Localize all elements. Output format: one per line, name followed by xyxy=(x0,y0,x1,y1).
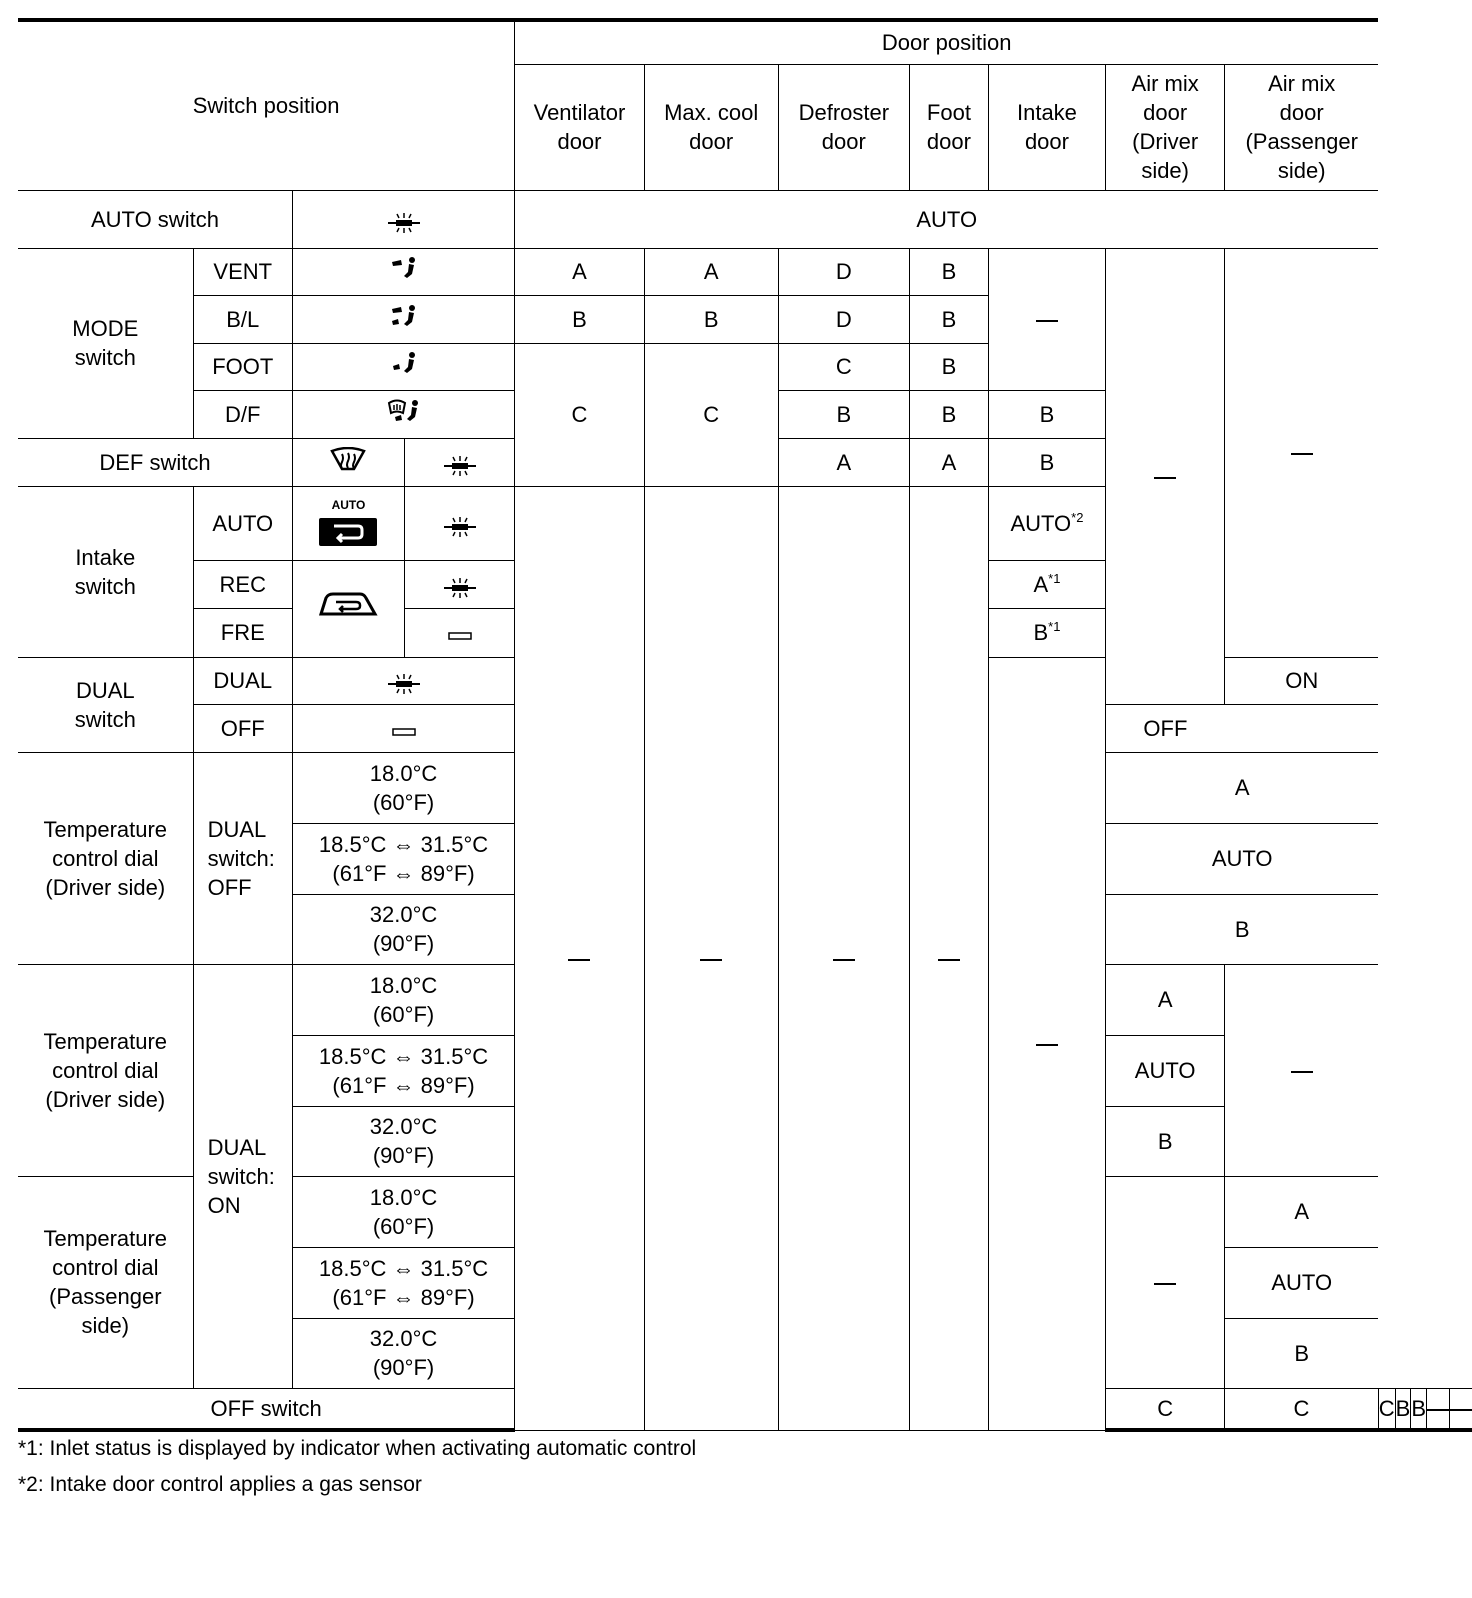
temp-driver-off-label: Temperature control dial (Driver side) xyxy=(18,752,193,964)
def-switch-icon-cell xyxy=(292,438,404,486)
intake-rec-indicator xyxy=(405,560,515,608)
mode-intake-dash xyxy=(988,248,1105,390)
door-position-table xyxy=(18,18,1472,1432)
indicator-on-icon xyxy=(443,576,477,596)
off-intake: B xyxy=(1411,1388,1427,1430)
def-foot: A xyxy=(910,438,989,486)
intake-auto-value-text: AUTO xyxy=(1010,510,1072,536)
foot-mode-icon xyxy=(390,351,418,382)
driver-airmix-auto: AUTO xyxy=(1106,1035,1225,1106)
def-switch-label: DEF switch xyxy=(18,438,292,486)
indicator-on-icon xyxy=(443,454,477,474)
bl-defroster: D xyxy=(778,295,909,343)
max-cool-door-header: Max. cool door xyxy=(644,64,778,190)
intake-dash-lower xyxy=(988,657,1105,1430)
def-foot-mode-icon xyxy=(387,399,421,430)
mode-bl-label: B/L xyxy=(193,295,292,343)
temp-setting-high: 32.0°C (90°F) xyxy=(292,1106,514,1176)
mode-df-label: D/F xyxy=(193,390,292,438)
air-mix-driver-header: Air mix door (Driver side) xyxy=(1106,64,1225,190)
intake-auto-icon-cell xyxy=(292,486,404,560)
recirculation-icon xyxy=(318,590,378,627)
temp-setting-range: 18.5°C ⇔ 31.5°C (61°F ⇔ 89°F) xyxy=(292,1247,514,1318)
driver-airmix-dash-lower xyxy=(1106,1176,1225,1388)
airmix-both-a: A xyxy=(1106,752,1379,823)
mode-bl-icon-cell xyxy=(292,295,514,343)
passenger-airmix-auto: AUTO xyxy=(1225,1247,1379,1318)
dual-on-indicator xyxy=(292,657,514,704)
vent-foot: B xyxy=(910,248,989,295)
off-passenger-airmix-dash xyxy=(1450,1388,1472,1430)
dual-off-indicator xyxy=(292,704,514,752)
temp-setting-high: 32.0°C (90°F) xyxy=(292,1318,514,1388)
intake-auto-indicator xyxy=(405,486,515,560)
intake-rec-value xyxy=(988,560,1105,608)
def-switch-indicator xyxy=(405,438,515,486)
temp-setting-high: 32.0°C (90°F) xyxy=(292,894,514,964)
temp-driver-on-label: Temperature control dial (Driver side) xyxy=(18,964,193,1176)
footnote-ref: *1 xyxy=(1048,619,1061,634)
temp-setting-range: 18.5°C ⇔ 31.5°C (61°F ⇔ 89°F) xyxy=(292,1035,514,1106)
driver-airmix-a: A xyxy=(1106,964,1225,1035)
dual-on-state-label: DUAL switch: ON xyxy=(193,964,292,1388)
vent-mode-icon xyxy=(390,256,418,287)
bl-max-cool: B xyxy=(644,295,778,343)
df-defroster: B xyxy=(778,390,909,438)
intake-rec-value-text: A xyxy=(1033,571,1049,597)
off-defroster: C xyxy=(1378,1388,1395,1430)
passenger-airmix-b: B xyxy=(1225,1318,1379,1388)
footnote-2: *2: Intake door control applies a gas sensor xyxy=(18,1473,422,1496)
driver-airmix-dash-upper xyxy=(1106,248,1225,704)
auto-switch-label: AUTO switch xyxy=(18,190,292,248)
intake-fre-value xyxy=(988,608,1105,657)
mode-foot-label: FOOT xyxy=(193,343,292,390)
mode-df-icon-cell xyxy=(292,390,514,438)
indicator-off-icon xyxy=(387,720,421,740)
footnote-ref: *1 xyxy=(1048,570,1061,586)
defroster-door-header: Defroster door xyxy=(778,64,909,190)
vent-ventilator: A xyxy=(515,248,645,295)
off-max-cool: C xyxy=(1225,1388,1379,1430)
footnote-1: *1: Inlet status is displayed by indicator when activating automatic control xyxy=(18,1437,697,1460)
temp-passenger-label: Temperature control dial (Passenger side) xyxy=(18,1176,193,1388)
passenger-airmix-dash-upper xyxy=(1225,248,1379,657)
dual-on-label: DUAL xyxy=(193,657,292,704)
ventilator-door-header: Ventilator door xyxy=(515,64,645,190)
intake-rec-icon-cell xyxy=(292,560,404,657)
dual-switch-label: DUAL switch xyxy=(18,657,193,752)
intake-switch-label: Intake switch xyxy=(18,486,193,657)
foot-dash xyxy=(910,486,989,1430)
intake-fre-indicator xyxy=(405,608,515,657)
driver-airmix-b: B xyxy=(1106,1106,1225,1176)
temp-setting-range: 18.5°C ⇔ 31.5°C (61°F ⇔ 89°F) xyxy=(292,823,514,894)
bilevel-mode-icon xyxy=(390,304,418,335)
off-ventilator: C xyxy=(1106,1388,1225,1430)
indicator-off-icon xyxy=(443,624,477,644)
temp-setting-low: 18.0°C (60°F) xyxy=(292,964,514,1035)
intake-rec-label: REC xyxy=(193,560,292,608)
foot-defroster: C xyxy=(778,343,909,390)
passenger-airmix-a: A xyxy=(1225,1176,1379,1247)
bl-ventilator: B xyxy=(515,295,645,343)
intake-fre-label: FRE xyxy=(193,608,292,657)
lower-max-cool: C xyxy=(644,343,778,486)
mode-foot-icon-cell xyxy=(292,343,514,390)
foot-foot: B xyxy=(910,343,989,390)
off-switch-label: OFF switch xyxy=(18,1388,515,1430)
airmix-both-b: B xyxy=(1106,894,1379,964)
df-intake: B xyxy=(988,390,1105,438)
auto-switch-value: AUTO xyxy=(515,190,1379,248)
auto-switch-indicator xyxy=(292,190,514,248)
vent-defroster: D xyxy=(778,248,909,295)
airmix-both-auto: AUTO xyxy=(1106,823,1379,894)
footnote-ref: *2 xyxy=(1071,509,1084,525)
dual-off-state-label: DUAL switch: OFF xyxy=(193,752,292,964)
mode-switch-label: MODE switch xyxy=(18,248,193,438)
passenger-airmix-dash-middle xyxy=(1225,964,1379,1176)
indicator-on-icon xyxy=(443,515,477,535)
vent-max-cool: A xyxy=(644,248,778,295)
defroster-dash xyxy=(778,486,909,1430)
mode-vent-icon-cell xyxy=(292,248,514,295)
df-foot: B xyxy=(910,390,989,438)
max-cool-dash xyxy=(644,486,778,1430)
auto-intake-icon xyxy=(318,498,378,548)
intake-auto-value xyxy=(988,486,1105,560)
intake-auto-label: AUTO xyxy=(193,486,292,560)
switch-position-header: Switch position xyxy=(18,20,515,190)
ventilator-dash xyxy=(515,486,645,1430)
temp-setting-low: 18.0°C (60°F) xyxy=(292,752,514,823)
foot-door-header: Foot door xyxy=(910,64,989,190)
defroster-icon xyxy=(330,447,366,478)
auto-intake-icon-text: AUTO xyxy=(331,498,366,512)
intake-door-header: Intake door xyxy=(988,64,1105,190)
temp-setting-low: 18.0°C (60°F) xyxy=(292,1176,514,1247)
def-defroster: A xyxy=(778,438,909,486)
mode-vent-label: VENT xyxy=(193,248,292,295)
def-intake: B xyxy=(988,438,1105,486)
intake-fre-value-text: B xyxy=(1033,620,1049,645)
indicator-on-icon xyxy=(387,672,421,692)
dual-on-passenger: ON xyxy=(1225,657,1379,704)
door-position-header: Door position xyxy=(515,20,1379,64)
indicator-on-icon xyxy=(387,211,421,231)
bl-foot: B xyxy=(910,295,989,343)
off-foot: B xyxy=(1395,1388,1411,1430)
lower-ventilator: C xyxy=(515,343,645,486)
dual-off-passenger: OFF xyxy=(1106,704,1225,752)
air-mix-passenger-header: Air mix door (Passenger side) xyxy=(1225,64,1379,190)
off-driver-airmix-dash xyxy=(1427,1388,1450,1430)
dual-off-label: OFF xyxy=(193,704,292,752)
